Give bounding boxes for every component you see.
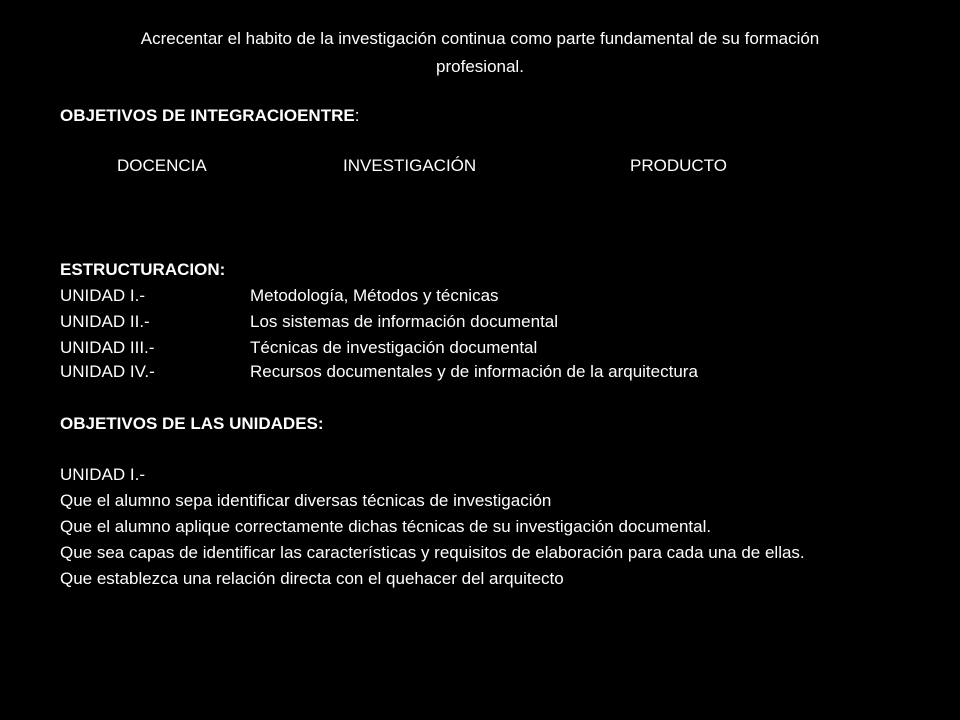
structure-unit-label: UNIDAD IV.- — [60, 362, 155, 381]
integration-title: OBJETIVOS DE INTEGRACIOENTRE — [60, 106, 355, 125]
intro-line-2: profesional. — [436, 57, 524, 76]
objective-line: Que el alumno aplique correctamente dichas técnicas de su investigación documental. — [60, 517, 712, 536]
integration-item-docencia: DOCENCIA — [117, 156, 207, 175]
intro-line-1: Acrecentar el habito de la investigación continua como parte fundamental de su formación — [140, 29, 820, 48]
structure-unit-desc: Recursos documentales y de información de la arquitectura — [250, 362, 698, 381]
integration-heading — [60, 103, 359, 129]
structure-title: ESTRUCTURACION: — [60, 260, 226, 279]
integration-item-investigacion: INVESTIGACIÓN — [343, 156, 477, 175]
structure-unit-desc: Técnicas de investigación documental — [250, 338, 538, 357]
objectives-unit-label: UNIDAD I.- — [60, 465, 145, 484]
integration-colon: : — [354, 106, 360, 125]
structure-unit-desc: Metodología, Métodos y técnicas — [250, 286, 499, 305]
structure-unit-label: UNIDAD I.- — [60, 286, 145, 305]
integration-item-producto: PRODUCTO — [630, 156, 727, 175]
objective-line: Que el alumno sepa identificar diversas técnicas de investigación — [60, 491, 552, 510]
structure-unit-desc: Los sistemas de información documental — [250, 312, 559, 331]
objective-line: Que sea capas de identificar las características y requisitos de elaboración para cada una de ellas. — [60, 543, 805, 562]
structure-unit-label: UNIDAD III.- — [60, 338, 155, 357]
intro-paragraph — [60, 25, 900, 81]
structure-unit-label: UNIDAD II.- — [60, 312, 150, 331]
objectives-title: OBJETIVOS DE LAS UNIDADES: — [60, 414, 324, 433]
objective-line: Que establezca una relación directa con el quehacer del arquitecto — [60, 569, 564, 588]
